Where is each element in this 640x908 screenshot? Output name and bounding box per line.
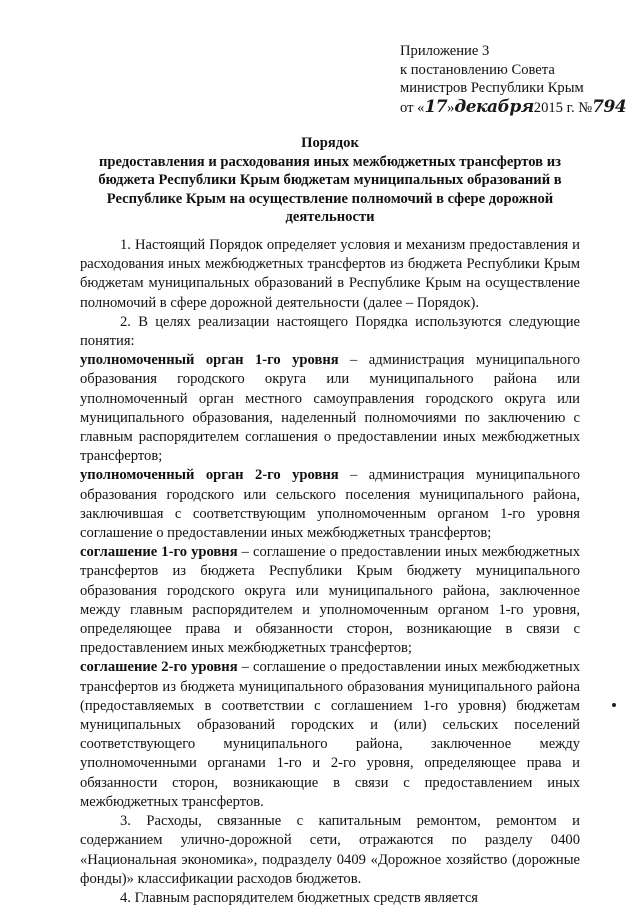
definition-4-term: соглашение 2-го уровня xyxy=(80,659,238,676)
appendix-date-line xyxy=(400,98,630,118)
appendix-number: Приложение 3 xyxy=(400,43,490,59)
definition-3-text: – соглашение о предоставлении иных межбюджетных трансфертов из бюджета Республики Крым бюджету муниципального образования городского округа или муниципального района, заключенное между главным распорядителем и уполномоченным органом 1-го уровня, определяющее права и обязанности сторон, возникающие в связи с предоставлением иных межбюджетных трансфертов; xyxy=(80,544,580,657)
paragraph-1: 1. Настоящий Порядок определяет условия и механизм предоставления и расходования иных межбюджетных трансфертов из бюджета Республики Крым бюджетам муниципальных образований в Республике Крым на осуществление полномочий в сфере дорожной деятельности (далее – Порядок). xyxy=(80,237,580,311)
title-subheading: предоставления и расходования иных межбюджетных трансфертов из бюджета Республики Крым бюджетам муниципальных образований в Республике Крым на осуществление полномочий в сфере дорожной деятельности xyxy=(98,153,562,225)
paragraph-2: 2. В целях реализации настоящего Порядка используются следующие понятия: xyxy=(80,313,580,350)
date-number-handwritten: 794 xyxy=(592,96,627,117)
definition-2-term: уполномоченный орган 2-го уровня xyxy=(80,467,339,484)
definition-3-term: соглашение 1-го уровня xyxy=(80,544,238,561)
title-heading: Порядок xyxy=(301,135,359,151)
definition-1-term: уполномоченный орган 1-го уровня xyxy=(80,352,339,369)
margin-dot xyxy=(612,703,616,707)
date-day-handwritten: 17 xyxy=(424,96,448,117)
date-month-handwritten: декабря xyxy=(454,96,534,117)
date-mid: » xyxy=(447,99,455,116)
date-prefix: от « xyxy=(400,99,425,116)
paragraph-4: 4. Главным распорядителем бюджетных средств является xyxy=(120,889,479,906)
appendix-header xyxy=(400,42,630,117)
date-year: 2015 г. № xyxy=(533,99,593,116)
definition-1-text: – администрация муниципального образования городского округа или муниципального района или уполномоченный орган местного самоуправления городского округа или муниципального образования, наделенный полномочиями по заключению с главным распорядителем соглашения о предоставлении иных межбюджетных трансфертов; xyxy=(80,352,580,465)
definition-4 xyxy=(80,658,580,812)
document-body xyxy=(80,236,580,908)
definition-3 xyxy=(80,543,580,658)
definition-2 xyxy=(80,466,580,543)
definition-4-text: – соглашение о предоставлении иных межбюджетных трансфертов из бюджета муниципального образования муниципального района (предоставляемых в соответствии с соглашением 1-го уровня) бюджетам муниципальных образований городских и (или) сельских поселений соответствующего муниципального района, заключенное между уполномоченными органами 1-го и 2-го уровня, определяющее права и обязанности сторон, возникающие в связи с предоставлением иных межбюджетных трансфертов. xyxy=(80,659,580,810)
paragraph-3: 3. Расходы, связанные с капитальным ремонтом, ремонтом и содержанием улично-дорожной сети, отражаются по разделу 0400 «Национальная экономика», подразделу 0409 «Дорожное хозяйство (дорожные фонды)» классификации расходов бюджетов. xyxy=(80,813,580,887)
definition-2-text: – администрация муниципального образования городского или сельского поселения муниципального района, заключившая с соответствующим уполномоченным органом 1-го уровня соглашение о предоставлении иных межбюджетных трансфертов; xyxy=(80,467,580,542)
definition-1 xyxy=(80,351,580,466)
appendix-council: министров Республики Крым xyxy=(400,80,584,96)
document-title xyxy=(80,134,580,227)
appendix-resolution: к постановлению Совета xyxy=(400,61,555,78)
